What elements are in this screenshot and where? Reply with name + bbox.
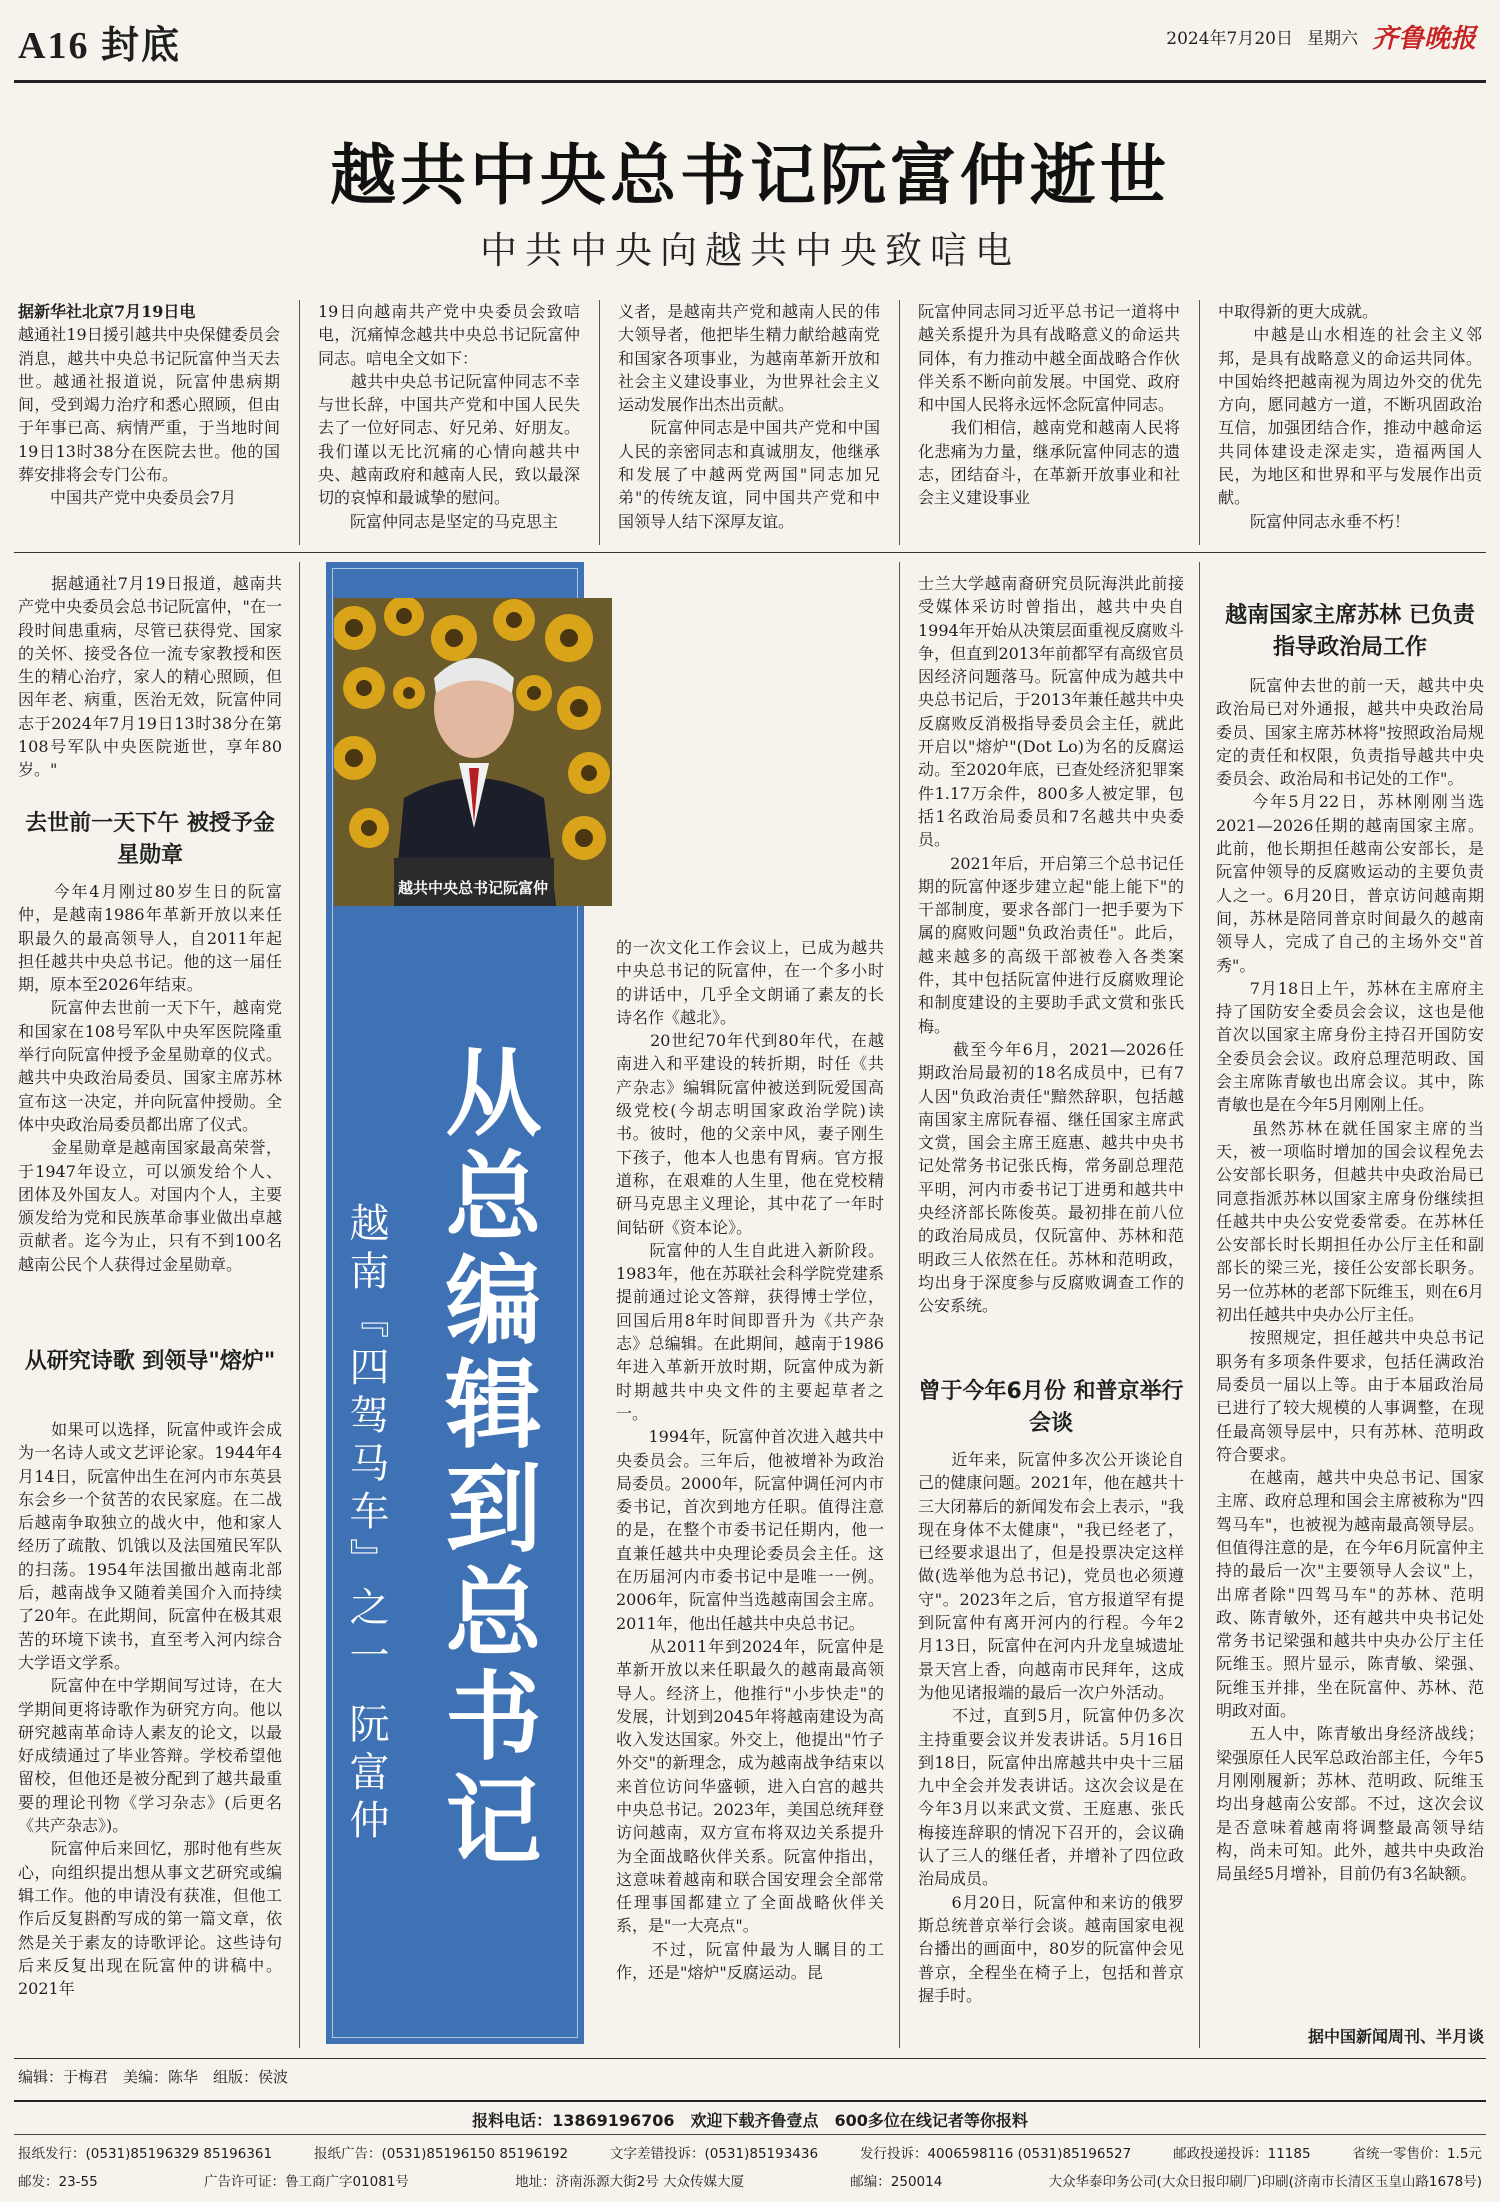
feature-col1-body2: 如果可以选择，阮富仲或许会成为一名诗人或文艺评论家。1944年4月14日，阮富仲出生在河内市东英县东会乡一个贫苦的农民家庭。在二战后越南争取独立的战火中，他和家人经历了疏散、饥饿以及法国殖民军队的扫荡。1954年法国撤出越南北部后，越南战争又随着美国介入而持续了20年。在此期间，阮富仲在极其艰苦的环境下读书，直至考入河内综合大学语文学系。 阮富仲在中学期间写过诗，在大学期间更将诗歌作为研究方向。他以研究越南革命诗人素友的论文，以最好成绩通过了毕业答辩。学校希望他留校，但他还是被分配到了越共最重要的理论刊物《学习杂志》(后更名《共产杂志》)。 阮富仲后来回忆，那时他有些灰心，向组织提出想从事文艺研究或编辑工作。他的申请没有获准，但他工作后反复斟酌写成的第一篇文章，依然是关于素友的诗歌评论。这些诗句后来反复出现在阮富仲的讲稿中。2021年 bbox=[18, 1420, 282, 1999]
feature-col1-intro: 据越通社7月19日报道，越南共产党中央委员会总书记阮富仲，"在一段时间患重病，尽管已获得党、国家的关怀、接受各位一流专家教授和医生的精心治疗，家人的精心照顾，但因年老、病重，医治无效，阮富仲同志于2024年7月19日13时38分在第108号军队中央医院逝世，享年80岁。" bbox=[18, 574, 282, 780]
footer-item: 发行投诉：4006598116 (0531)85196527 bbox=[859, 2146, 1132, 2162]
feature-col3-body2: 近年来，阮富仲多次公开谈论自己的健康问题。2021年，他在越共十三大闭幕后的新闻发布会上表示，"我现在身体不太健康"，"我已经老了，已经要求退出了，但是投票决定这样做(选举他为总书记)，党员也必须遵守"。2023年之后，官方报道罕有提到阮富仲有离开河内的行程。今年2月13日，阮富仲在河内升龙皇城遗址景天宫上香，向越南市民拜年，这成为他见诸报端的最后一次户外活动。 不过，直到5月，阮富仲仍多次主持重要会议并发表讲话。5月16日到18日，阮富仲出席越共中央十三届九中全会并发表讲话。这次会议是在今年3月以来武文赏、王庭惠、张氏梅接连辞职的情况下召开的，会议确认了三人的继任者，并增补了四位政治局成员。 6月20日，阮富仲和来访的俄罗斯总统普京举行会谈。越南国家电视台播出的画面中，80岁的阮富仲会见普京，全程坐在椅子上，包括和普京握手时。 bbox=[918, 1450, 1184, 2005]
top-article-col-2: 19日向越南共产党中央委员会致唁电，沉痛悼念越共中央总书记阮富仲同志。唁电全文如下： 越共中央总书记阮富仲同志不幸与世长辞，中国共产党和中国人民失去了一位好同志、好兄弟、好朋友。我们谨以无比沉痛的心情向越共中央、越南政府和越南人民，致以最深切的哀悼和最诚挚的慰问。 阮富仲同志是坚定的马克思主 bbox=[318, 302, 580, 531]
sunflower-background-photo bbox=[334, 598, 612, 906]
feature-subhead-2: 从研究诗歌 到领导"熔炉" bbox=[24, 1349, 276, 1374]
col-divider bbox=[899, 300, 900, 545]
top-col1-text: 越通社19日援引越共中央保健委员会消息，越共中央总书记阮富仲当天去世。越通社报道说，阮富仲患病期间，受到竭力治疗和悉心照顾，但由于年事已高、病情严重，于当地时间19日13时38分在医院去世。他的国葬安排将会专门公布。 中国共产党中央委员会7月 bbox=[18, 325, 280, 508]
section-divider bbox=[14, 552, 1486, 553]
top-article-col-1 bbox=[18, 300, 280, 550]
col-divider bbox=[899, 562, 900, 2048]
masthead-right bbox=[1166, 18, 1476, 55]
feature-source: 据中国新闻周刊、半月谈 bbox=[1307, 2027, 1484, 2046]
feature-headline: 从总编辑到总书记 bbox=[430, 1042, 543, 1874]
newspaper-logo: 齐鲁晚报 bbox=[1371, 24, 1476, 54]
footer-item: 邮编：250014 bbox=[850, 2174, 943, 2190]
feature-col2-body: 的一次文化工作会议上，已成为越共中央总书记的阮富仲，在一个多小时的讲话中，几乎全文朗诵了素友的长诗名作《越北》。 20世纪70年代到80年代，在越南进入和平建设的转折期，时任《共产杂志》编辑阮富仲被送到阮爱国高级党校(今胡志明国家政治学院)读书。彼时，他的父亲中风，妻子刚生下孩子，他本人也患有胃病。官方报道称，在艰难的人生里，他在党校精研马克思主义理论，其中花了一年时间钻研《资本论》。 阮富仲的人生自此进入新阶段。1983年，他在苏联社会科学院党建系提前通过论文答辩，获得博士学位，回国后用8年时间即晋升为《共产杂志》总编辑。在此期间，越南于1986年进入革新开放时期，阮富仲成为新时期越共中央文件的主要起草者之一。 1994年，阮富仲首次进入越共中央委员会。三年后，他被增补为政治局委员。2000年，阮富仲调任河内市委书记，首次到地方任职。值得注意的是，在整个市委书记任期内，他一直兼任越共中央理论委员会主任。这在历届河内市委书记中是唯一一例。2006年，阮富仲当选越南国会主席。2011年，他出任越共中央总书记。 从2011年到2024年，阮富仲是革新开放以来任职最久的越南最高领导人。经济上，他推行"小步快走"的发展，计划到2045年将越南建设为高收入发达国家。外交上，他提出"竹子外交"的新理念，成为越南战争结束以来首位访问华盛顿，进入白宫的越共中央总书记。2023年，美国总统拜登访问越南，双方宣布将双边关系提升为全面战略伙伴关系。阮富仲指出，这意味着越南和联合国安理会全部常任理事国都建立了全面战略伙伴关系，是"一大亮点"。 不过，阮富仲最为人瞩目的工作，还是"熔炉"反腐运动。昆 bbox=[616, 938, 884, 1983]
footer-item: 广告许可证：鲁工商广字01081号 bbox=[203, 2174, 409, 2190]
col-divider bbox=[1199, 300, 1200, 545]
feature-series-label: 越南『四驾马车』之一 阮富仲 bbox=[343, 1202, 389, 1847]
hotline: 报料电话：13869196706 欢迎下载齐鲁壹点 600多位在线记者等你报料 bbox=[472, 2111, 1028, 2130]
top-article-col-3: 义者，是越南共产党和越南人民的伟大领导者，他把毕生精力献给越南党和国家各项事业，为越南革新开放和社会主义建设事业，为世界社会主义运动发展作出杰出贡献。 阮富仲同志是中国共产党和中国人民的亲密同志和真诚朋友，他继承和发展了中越两党两国"同志加兄弟"的传统友谊，同中国共产党和中国领导人结下深厚友谊。 bbox=[618, 302, 880, 531]
portrait-photo bbox=[334, 598, 612, 906]
feature-subhead-1: 去世前一天下午 被授予金星勋章 bbox=[25, 811, 275, 868]
col-divider bbox=[1199, 562, 1200, 2048]
headline-subtitle: 中共中央向越共中央致唁电 bbox=[480, 229, 1020, 272]
feature-col1-body1: 今年4月刚过80岁生日的阮富仲，是越南1986年革新开放以来任职最久的最高领导人，自2011年起担任越共中央总书记。他的这一届任期，原本至2026年结束。 阮富仲去世前一天下午，越南党和国家在108号军队中央军医院隆重举行向阮富仲授予金星勋章的仪式。越共中央政治局委员、国家主席苏林宣布这一决定，并向阮富仲授勋。全体中央政治局委员都出席了仪式。 金星勋章是越南国家最高荣誉，于1947年设立，可以颁发给个人、团体及外国友人。对国内个人，主要颁发给为党和民族革命事业做出卓越贡献者。迄今为止，只有不到100名越南公民个人获得过金星勋章。 bbox=[18, 882, 282, 1274]
footer-item: 文字差错投诉：(0531)85193436 bbox=[609, 2146, 819, 2162]
footer-item: 报纸发行：(0531)85196329 85196361 bbox=[18, 2146, 273, 2162]
feature-subhead-4: 越南国家主席苏林 已负责指导政治局工作 bbox=[1225, 603, 1475, 660]
editor-credits: 编辑：于梅君 美编：陈华 组版：侯波 bbox=[18, 2068, 289, 2086]
credits-divider bbox=[14, 2058, 1486, 2059]
issue-weekday: 星期六 bbox=[1306, 29, 1358, 49]
col-divider bbox=[599, 300, 600, 545]
feature-col4-body: 阮富仲去世的前一天，越共中央政治局已对外通报，越共中央政治局委员、国家主席苏林将"按照政治局规定的责任和权限，负责指导越共中央委员会、政治局和书记处的工作"。 今年5月22日，苏林刚刚当选2021—2026任期的越南国家主席。此前，他长期担任越南公安部长，是阮富仲领导的反腐败运动的主要负责人之一。6月20日，普京访问越南期间，苏林是陪同普京时间最久的越南领导人，完成了自己的主场外交"首秀"。 7月18日上午，苏林在主席府主持了国防安全委员会会议，这也是他首次以国家主席身份主持召开国防安全委员会会议。政府总理范明政、国会主席陈青敏也出席会议。其中，陈青敏也是在今年5月刚刚上任。 虽然苏林在就任国家主席的当天，被一项临时增加的国会议程免去公安部长职务，但越共中央政治局已同意指派苏林以国家主席身份继续担任越共中央公安党委常委。在苏林任公安部长时长期担任办公厅主任和副部长的梁三光，接任公安部长职务。另一位苏林的老部下阮维玉，则在6月初出任越共中央办公厅主任。 按照规定，担任越共中央总书记职务有多项条件要求，包括任满政治局委员一届以上等。由于本届政治局已进行了较大规模的人事调整，在现任最高领导层中，只有苏林、范明政符合要求。 在越南，越共中央总书记、国家主席、政府总理和国会主席被称为"四驾马车"，也被视为越南最高领导层。但值得注意的是，在今年6月阮富仲主持的最后一次"主要领导人会议"上，出席者除"四驾马车"的苏林、范明政、陈青敏外，还有越共中央书记处常务书记梁强和越共中央办公厅主任阮维玉。照片显示，陈青敏、梁强、阮维玉并排，坐在阮富仲、苏林、范明政对面。 五人中，陈青敏出身经济战线；梁强原任人民军总政治部主任，今年5月刚刚履新；苏林、范明政、阮维玉均出身越南公安部。不过，这次会议是否意味着越南将调整最高领导结构，尚未可知。此外，越共中央政治局虽经5月增补，目前仍有3名缺额。 bbox=[1216, 676, 1484, 1884]
col-divider bbox=[299, 300, 300, 545]
feature-col3-body1: 士兰大学越南裔研究员阮海洪此前接受媒体采访时曾指出，越共中央自1994年开始从决策层面重视反腐败斗争，但直到2013年前都罕有高级官员因经济问题落马。阮富仲成为越共中央总书记后，于2013年兼任越共中央反腐败反消极指导委员会主任，就此开启以"熔炉"(Dot Lo)为名的反腐运动。至2020年底，已查处经济犯罪案件1.17万余件，800多人被定罪，包括1名政治局委员和7名越共中央委员。 2021年后，开启第三个总书记任期的阮富仲逐步建立起"能上能下"的干部制度，要求各部门一把手要为下属的腐败问题"负政治责任"。此后，越来越多的高级干部被卷入各类案件，其中包括阮富仲进行反腐败理论和制度建设的主要助手武文赏和张氏梅。 截至今年6月，2021—2026任期政治局最初的18名成员中，已有7人因"负政治责任"黯然辞职，包括越南国家主席阮春福、继任国家主席武文赏，国会主席王庭惠、越共中央书记处常务书记张氏梅，常务副总理范平明，河内市委书记丁进勇和越共中央经济部长陈俊英。最初排在前八位的政治局成员，仅阮富仲、苏林和范明政三人依然在任。苏林和范明政，均出身于深度参与反腐败调查工作的公安系统。 bbox=[918, 574, 1184, 1316]
footer-row-1 bbox=[18, 2142, 1482, 2162]
col-divider bbox=[299, 562, 300, 2048]
footer-item: 邮政投递投诉：11185 bbox=[1173, 2146, 1311, 2162]
footer-rule bbox=[14, 2100, 1486, 2102]
footer-item: 报纸广告：(0531)85196150 85196192 bbox=[313, 2146, 569, 2162]
footer-rule bbox=[14, 2134, 1486, 2135]
footer-row-2 bbox=[18, 2170, 1482, 2190]
footer-item: 大众华泰印务公司(大众日报印刷厂)印刷(济南市长清区玉皇山路1678号) bbox=[1048, 2174, 1482, 2190]
top-article-col-4: 阮富仲同志同习近平总书记一道将中越关系提升为具有战略意义的命运共同体，有力推动中越全面战略合作伙伴关系不断向前发展。中国党、政府和中国人民将永远怀念阮富仲同志。 我们相信，越南党和越南人民将化悲痛为力量，继承阮富仲同志的遗志，团结奋斗，在革新开放事业和社会主义建设事业 bbox=[918, 302, 1180, 508]
footer-item: 省统一零售价：1.5元 bbox=[1352, 2146, 1482, 2162]
footer-item: 邮发：23-55 bbox=[18, 2174, 98, 2190]
top-article-col-5: 中取得新的更大成就。 中越是山水相连的社会主义邻邦，是具有战略意义的命运共同体。中国始终把越南视为周边外交的优先方向，愿同越方一道，不断巩固政治互信，加强团结合作，推动中越命运共同体建设走深走实，造福两国人民，为地区和世界和平与发展作出贡献。 阮富仲同志永垂不朽！ bbox=[1218, 302, 1482, 531]
top-rule bbox=[14, 80, 1486, 83]
photo-caption: 越共中央总书记阮富仲 bbox=[397, 879, 548, 897]
feature-subhead-3: 曾于今年6月份 和普京举行会谈 bbox=[918, 1379, 1184, 1436]
issue-date: 2024年7月20日 bbox=[1166, 29, 1293, 49]
page-number: A16 封底 bbox=[18, 25, 181, 67]
dateline: 据新华社北京7月19日电 bbox=[18, 302, 196, 321]
headline-title: 越共中央总书记阮富仲逝世 bbox=[330, 136, 1170, 214]
footer-item: 地址：济南泺源大街2号 大众传媒大厦 bbox=[515, 2174, 745, 2190]
